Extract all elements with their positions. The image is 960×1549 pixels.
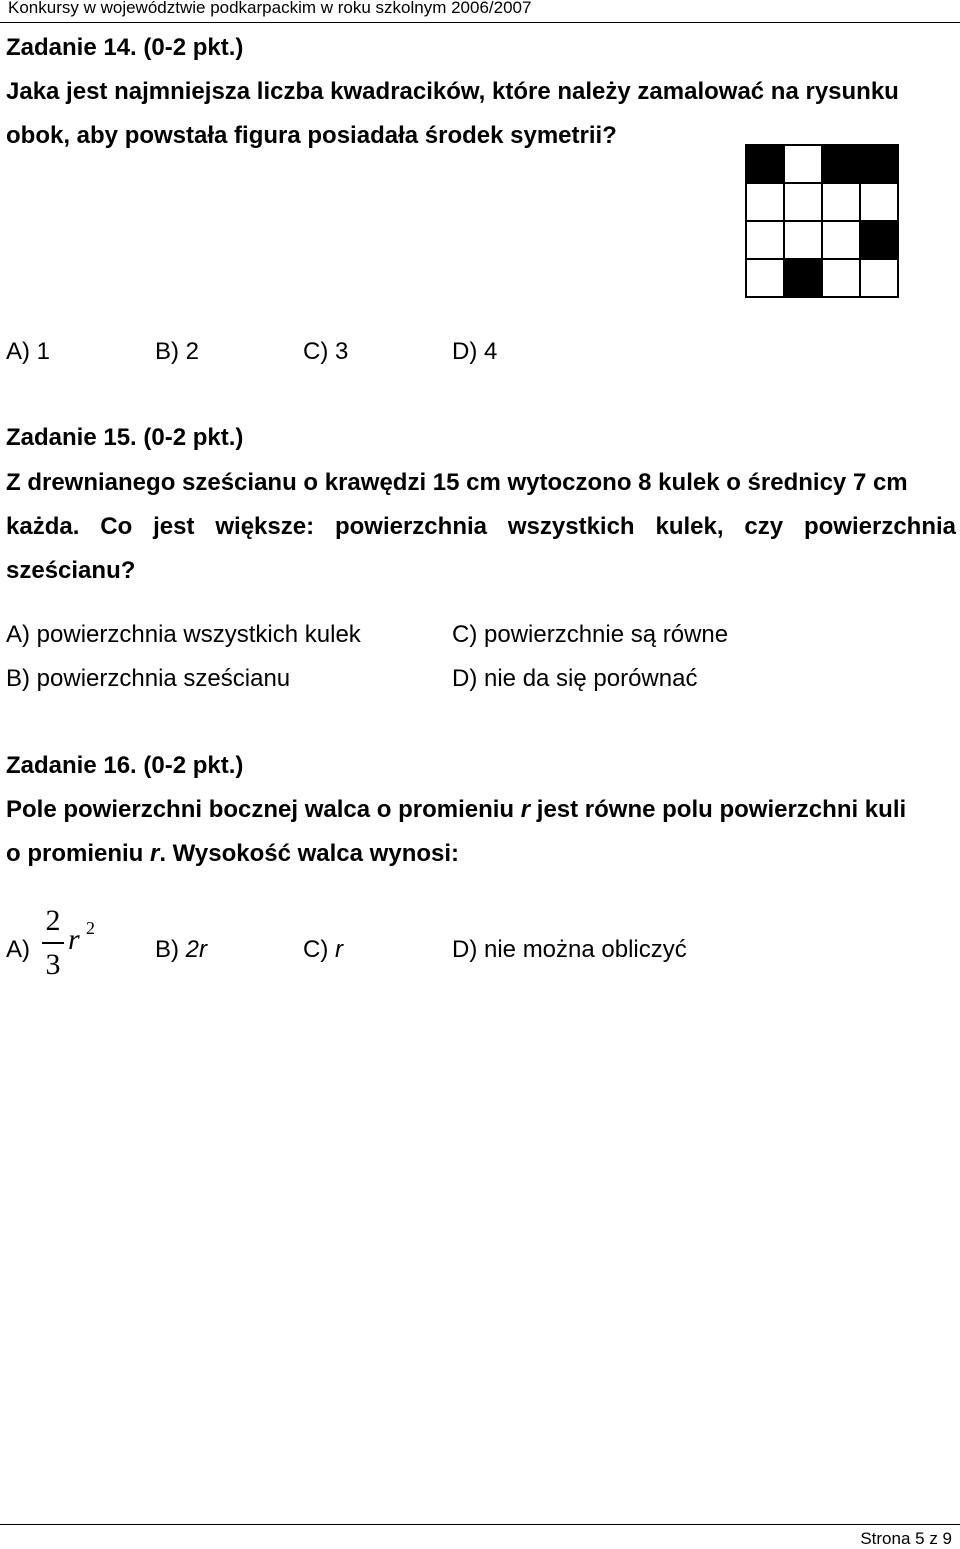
grid-cell-r4-c3 — [822, 259, 860, 297]
task16-answer-b-label: B) — [155, 936, 186, 963]
task14-answer-c: C) 3 — [303, 338, 349, 365]
page-number: Strona 5 z 9 — [860, 1529, 952, 1548]
task15-answer-c: C) powierzchnie są równe — [452, 621, 729, 648]
grid-cell-r2-c2 — [784, 183, 822, 221]
task16-heading: Zadanie 16. (0-2 pkt.) — [6, 752, 244, 779]
grid-cell-r2-c3 — [822, 183, 860, 221]
task15-answer-b: B) powierzchnia sześcianu — [6, 665, 291, 692]
task15-answer-d: D) nie da się porównać — [452, 665, 698, 692]
grid-cell-r4-c1 — [746, 259, 784, 297]
task15-text-line1: Z drewnianego sześcianu o krawędzi 15 cm wytoczono 8 kulek o średnicy 7 cm — [6, 469, 908, 496]
task16-answer-a-variable: r — [68, 923, 80, 956]
grid-cell-r3-c2 — [784, 221, 822, 259]
task16-line2-pre: o promieniu — [6, 840, 150, 867]
task15-heading: Zadanie 15. (0-2 pkt.) — [6, 424, 244, 451]
grid-cell-r3-c1 — [746, 221, 784, 259]
grid-cell-r2-c4 — [860, 183, 898, 221]
task16-answer-a-label: A) — [6, 936, 30, 963]
footer-divider — [0, 1524, 960, 1525]
grid-cell-r3-c4 — [860, 221, 898, 259]
grid-cell-r2-c1 — [746, 183, 784, 221]
grid-cell-r1-c4 — [860, 145, 898, 183]
task16-line2-var: r — [150, 840, 160, 867]
grid-cell-r1-c2 — [784, 145, 822, 183]
header-divider — [0, 22, 960, 23]
task16-answer-b-value: 2r — [185, 936, 208, 963]
task16-answer-c-label: C) — [303, 936, 335, 963]
task15-text-line3: sześcianu? — [6, 557, 136, 584]
task16-answer-d: D) nie można obliczyć — [452, 936, 687, 963]
task16-line1-var: r — [520, 796, 531, 823]
task14-answer-b: B) 2 — [155, 338, 200, 365]
task16-answer-c-value: r — [335, 936, 343, 963]
task16-answer-a-exponent: 2 — [86, 918, 95, 938]
grid-cell-r1-c1 — [746, 145, 784, 183]
fraction-bar — [42, 942, 64, 944]
task16-text-line1 — [6, 796, 906, 824]
task16-text-line2 — [6, 840, 459, 868]
grid-cell-r4-c4 — [860, 259, 898, 297]
task14-answer-d: D) 4 — [452, 338, 498, 365]
task15-text-line2: każda. Co jest większe: powierzchnia wszystkich kulek, czy powierzchnia — [6, 513, 956, 540]
task16-line1-pre: Pole powierzchni bocznej walca o promieniu — [6, 796, 521, 823]
grid-cell-r3-c3 — [822, 221, 860, 259]
grid-cell-r1-c3 — [822, 145, 860, 183]
task15-answer-a: A) powierzchnia wszystkich kulek — [6, 621, 361, 648]
symmetry-grid-figure — [745, 144, 899, 298]
task16-line1-post: jest równe polu powierzchni kuli — [530, 796, 907, 823]
task14-text-line1: Jaka jest najmniejsza liczba kwadracików, które należy zamalować na rysunku — [6, 78, 899, 105]
task14-text-line2: obok, aby powstała figura posiadała środek symetrii? — [6, 122, 617, 149]
fraction-denominator: 3 — [45, 948, 61, 981]
page-header: Konkursy w województwie podkarpackim w roku szkolnym 2006/2007 — [8, 0, 532, 17]
task14-heading: Zadanie 14. (0-2 pkt.) — [6, 34, 244, 61]
task16-line2-post: . Wysokość walca wynosi: — [159, 840, 460, 867]
grid-cell-r4-c2 — [784, 259, 822, 297]
task16-answer-b — [155, 936, 207, 964]
task14-answer-a: A) 1 — [6, 338, 51, 365]
fraction-numerator: 2 — [45, 904, 61, 937]
task16-answer-c — [303, 936, 343, 964]
